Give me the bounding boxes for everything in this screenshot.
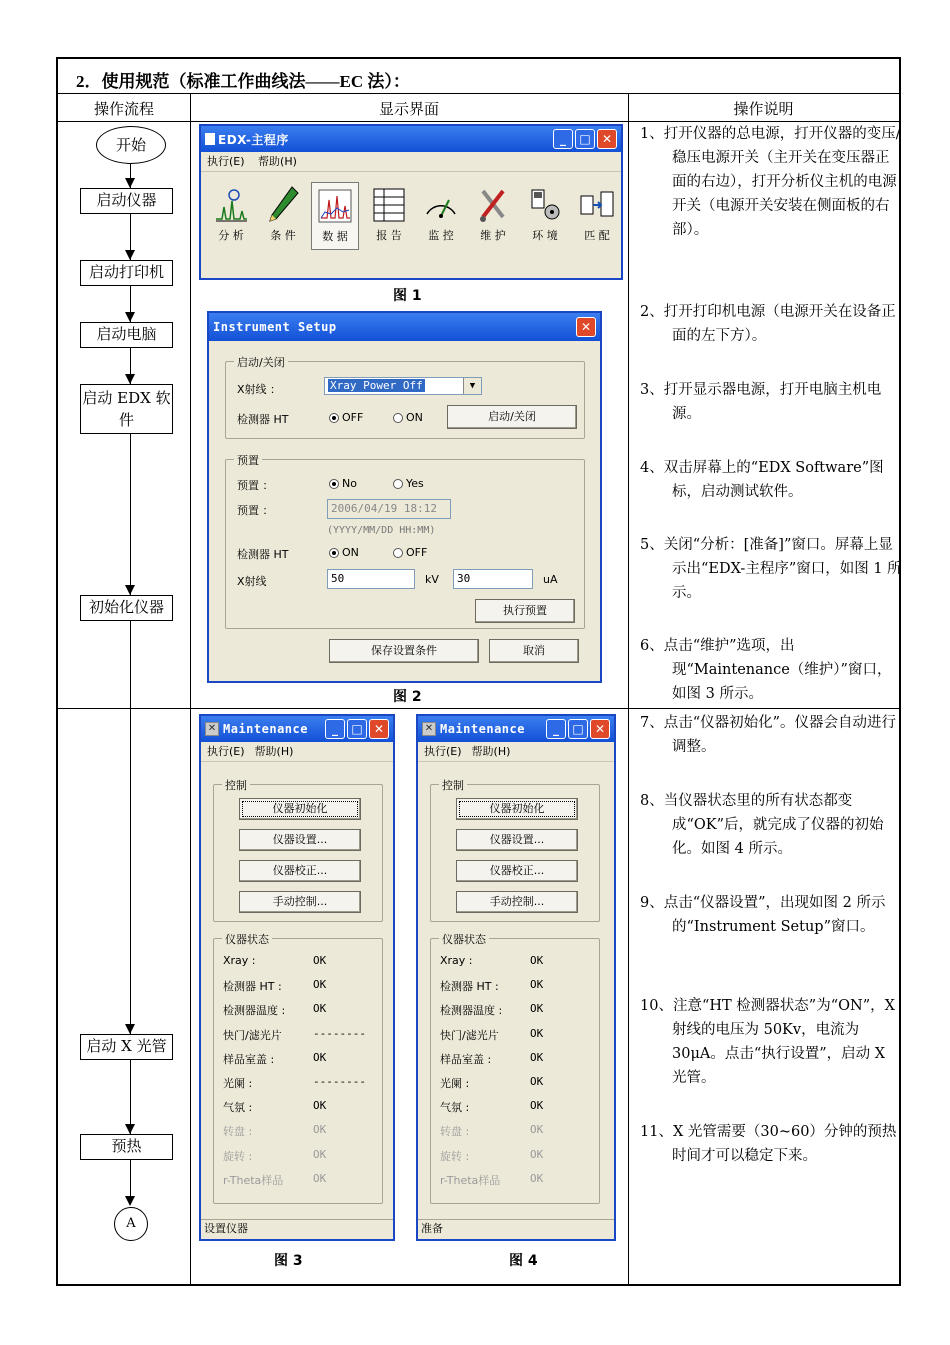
edx-main-window <box>199 124 623 280</box>
edx-main-menubar <box>201 152 621 172</box>
cancel-button[interactable]: 取消 <box>489 639 579 663</box>
preset-no-label: No <box>342 477 357 490</box>
status-label: 检测器温度 : <box>223 1004 286 1018</box>
detector2-on-label: ON <box>342 546 359 559</box>
status-bar: 准备 <box>418 1219 614 1239</box>
instruction-3: 3、打开显示器电源，打开电脑主机电源。 <box>640 382 882 422</box>
toolbar <box>207 182 617 254</box>
save-settings-button[interactable]: 保存设置条件 <box>329 639 479 663</box>
menu-execute[interactable]: 执行(E) <box>424 745 462 758</box>
control-group-title: 控制 <box>439 777 467 793</box>
pencil-icon <box>266 185 300 225</box>
status-value: OK <box>530 1002 544 1016</box>
detector-on-label: ON <box>406 411 423 424</box>
divider <box>58 93 899 94</box>
maximize-button[interactable]: □ <box>575 129 595 149</box>
preset-yes-radio[interactable] <box>393 477 424 490</box>
match-icon <box>579 188 615 222</box>
status-value: OK <box>313 1002 327 1016</box>
divider <box>58 708 899 709</box>
instrument-calibration-button[interactable]: 仪器校正... <box>239 860 361 882</box>
preset-time-input[interactable]: 2006/04/19 18:12 <box>327 499 451 519</box>
control-group-title: 控制 <box>222 777 250 793</box>
detector-off-label: OFF <box>342 411 364 424</box>
instrument-setup-title: Instrument Setup <box>213 320 337 334</box>
manual-control-button[interactable]: 手动控制... <box>239 891 361 913</box>
analysis-icon <box>214 187 248 223</box>
ua-input[interactable]: 30 <box>453 569 533 589</box>
maintenance-window-fig4 <box>416 714 616 1241</box>
detector-ht-label: 检测器 HT <box>237 413 289 426</box>
instruction-6: 6、点击“维护”选项，出现“Maintenance（维护）”窗口，如图 3 所示。 <box>640 638 892 702</box>
environment-icon <box>528 188 562 222</box>
status-value: -------- <box>313 1075 366 1088</box>
instruction-4: 4、双击屏幕上的“EDX Software”图标，启动测试软件。 <box>640 460 884 500</box>
instrument-status-group-title: 仪器状态 <box>439 931 489 947</box>
maximize-button[interactable]: □ <box>568 719 588 739</box>
flow-step-start-printer: 启动打印机 <box>80 260 173 286</box>
preset-yes-label: Yes <box>406 477 424 490</box>
instruction-2: 2、打开打印机电源（电源开关在设备正面的左下方）。 <box>640 304 896 344</box>
menu-help[interactable]: 帮助(H) <box>254 745 294 758</box>
status-label: r-Theta样品 <box>223 1173 284 1187</box>
menu-help[interactable]: 帮助(H) <box>471 745 511 758</box>
status-label: 气氛 : <box>223 1101 253 1115</box>
close-button[interactable]: ✕ <box>369 719 389 739</box>
tool-data-label: 数 据 <box>322 230 348 243</box>
status-value: OK <box>530 1075 544 1088</box>
column-header-description: 操作说明 <box>733 100 794 118</box>
status-value: OK <box>530 1123 544 1137</box>
status-label: 快门/滤光片 <box>223 1028 282 1042</box>
instrument-status-group-title: 仪器状态 <box>222 931 272 947</box>
instrument-setup-window <box>207 311 602 683</box>
tool-match[interactable] <box>573 182 621 250</box>
kv-input[interactable]: 50 <box>327 569 415 589</box>
figure-3-caption: 图 3 <box>274 1253 303 1269</box>
maintenance-menubar-fig4 <box>418 742 614 762</box>
status-label: Xray : <box>223 954 256 967</box>
edx-main-titlebar <box>201 126 621 152</box>
status-label: 气氛 : <box>440 1101 470 1115</box>
status-label: 检测器 HT : <box>223 980 282 994</box>
divider <box>628 93 629 1286</box>
ua-unit: uA <box>543 573 558 586</box>
column-header-display: 显示界面 <box>378 100 439 118</box>
detector2-off-label: OFF <box>406 546 428 559</box>
figure-1-caption: 图 1 <box>393 288 422 304</box>
close-button[interactable]: ✕ <box>597 129 617 149</box>
status-label: 光阑 : <box>223 1077 253 1090</box>
status-label: 旋转 : <box>440 1149 470 1163</box>
tool-report-label: 报 告 <box>376 229 402 242</box>
instrument-calibration-button[interactable]: 仪器校正... <box>456 860 578 882</box>
status-value: OK <box>530 954 544 967</box>
startup-shutdown-button[interactable]: 启动/关闭 <box>447 405 577 429</box>
menu-help[interactable]: 帮助(H) <box>258 155 297 168</box>
minimize-button[interactable]: _ <box>325 719 345 739</box>
tool-conditions[interactable] <box>259 182 307 250</box>
instrument-settings-button[interactable]: 仪器设置... <box>456 829 578 851</box>
flow-step-start-computer: 启动电脑 <box>80 322 173 348</box>
instruction-9: 9、点击“仪器设置”，出现如图 2 所示的“Instrument Setup”窗口。 <box>640 895 886 935</box>
xray2-label: X射线 <box>237 575 267 588</box>
tool-report[interactable] <box>365 182 413 250</box>
instruction-1: 1、打开仪器的总电源，打开仪器的变压/稳压电源开关（主开关在变压器正面的右边），打开分析仪主机的电源开关（电源开关安装在侧面板的右部）。 <box>640 126 901 238</box>
tool-maintenance[interactable] <box>469 182 517 250</box>
detector-on-radio[interactable] <box>393 411 423 424</box>
xray-label: X射线 ： <box>237 383 282 396</box>
column-header-flow: 操作流程 <box>93 100 154 118</box>
preset-label: 预置 ： <box>237 479 274 492</box>
tools-icon: ✕ <box>205 722 219 736</box>
status-bar: 设置仪器 <box>201 1219 393 1239</box>
flow-step-start-xray-tube: 启动 X 光管 <box>80 1034 173 1060</box>
instruction-8: 8、当仪器状态里的所有状态都变成“OK”后，就完成了仪器的初始化。如图 4 所示。 <box>640 793 884 857</box>
flow-connector-a: A <box>114 1207 148 1241</box>
tool-monitor[interactable] <box>417 182 465 250</box>
flow-step-start-edx-software: 启动 EDX 软件 <box>80 384 173 434</box>
preset-time-label: 预置 ： <box>237 504 274 517</box>
maintenance-tools-icon <box>477 187 509 223</box>
minimize-button[interactable]: _ <box>546 719 566 739</box>
status-label: 旋转 : <box>223 1149 253 1163</box>
status-value: OK <box>313 1123 327 1137</box>
status-value: OK <box>313 954 327 967</box>
status-label: 快门/滤光片 <box>440 1028 499 1042</box>
maintenance-titlebar-fig3 <box>201 716 393 742</box>
tool-analysis-label: 分 析 <box>218 229 244 242</box>
xray-select-value: Xray Power Off <box>330 379 423 392</box>
status-label: 检测器温度 : <box>440 1004 503 1018</box>
flow-step-init-instrument: 初始化仪器 <box>80 595 173 621</box>
figure-2-caption: 图 2 <box>393 689 422 705</box>
close-button[interactable]: ✕ <box>590 719 610 739</box>
instrument-setup-titlebar <box>209 313 600 341</box>
status-value: OK <box>313 1171 327 1185</box>
maximize-button[interactable]: □ <box>347 719 367 739</box>
status-label: 检测器 HT : <box>440 980 499 994</box>
maintenance-window-fig3 <box>199 714 395 1241</box>
status-value: OK <box>530 1050 544 1064</box>
execute-preset-button[interactable]: 执行预置 <box>475 599 575 623</box>
divider <box>190 93 191 1286</box>
tools-icon: ✕ <box>422 722 436 736</box>
startup-shutdown-group-title: 启动/关闭 <box>234 354 288 370</box>
menu-execute[interactable]: 执行(E) <box>207 155 245 168</box>
status-value: OK <box>530 978 544 992</box>
flow-step-start-instrument: 启动仪器 <box>80 188 173 214</box>
instruction-5: 5、关闭“分析：[准备]”窗口。屏幕上显示出“EDX-主程序”窗口，如图 1 所示。 <box>640 537 902 601</box>
kv-unit: kV <box>425 573 439 586</box>
status-value: OK <box>313 1147 327 1161</box>
tool-analysis[interactable] <box>207 182 255 250</box>
tool-conditions-label: 条 件 <box>270 229 296 242</box>
manual-control-button[interactable]: 手动控制... <box>456 891 578 913</box>
chevron-down-icon[interactable]: ▼ <box>463 378 481 394</box>
initialize-instrument-button[interactable]: 仪器初始化 <box>456 798 578 820</box>
maintenance-title-fig4: Maintenance <box>440 722 525 736</box>
status-value: OK <box>313 1050 327 1064</box>
flow-step-preheat: 预热 <box>80 1134 173 1160</box>
status-value: OK <box>530 1147 544 1161</box>
tool-monitor-label: 监 控 <box>428 229 454 242</box>
monitor-icon <box>423 188 459 222</box>
status-value: OK <box>313 978 327 992</box>
detector2-on-radio[interactable] <box>329 546 359 559</box>
instruction-10: 10、注意“HT 检测器状态”为“ON”，X 射线的电压为 50Kv，电流为 30μA。点击“执行设置”，启动 X 光管。 <box>640 998 895 1086</box>
close-button[interactable]: ✕ <box>576 317 596 337</box>
status-value: OK <box>313 1099 327 1113</box>
status-label: r-Theta样品 <box>440 1173 501 1187</box>
edx-main-title: EDX-主程序 <box>218 132 289 147</box>
tool-environment-label: 环 境 <box>532 229 558 242</box>
preset-no-radio[interactable] <box>329 477 357 490</box>
app-icon <box>205 133 215 145</box>
maintenance-titlebar-fig4 <box>418 716 614 742</box>
section-heading: 2．使用规范（标准工作曲线法——EC 法）： <box>76 72 410 91</box>
flow-start: 开始 <box>96 126 166 164</box>
status-value: OK <box>530 1099 544 1113</box>
maintenance-menubar-fig3 <box>201 742 393 762</box>
figure-4-caption: 图 4 <box>509 1253 538 1269</box>
initialize-instrument-button[interactable]: 仪器初始化 <box>239 798 361 820</box>
preset-group-title: 预置 <box>234 452 262 468</box>
tool-environment[interactable] <box>521 182 569 250</box>
status-value: OK <box>530 1171 544 1185</box>
minimize-button[interactable]: _ <box>553 129 573 149</box>
instrument-settings-button[interactable]: 仪器设置... <box>239 829 361 851</box>
detector-off-radio[interactable] <box>329 411 363 424</box>
status-label: 转盘 : <box>223 1125 253 1139</box>
detector2-ht-label: 检测器 HT <box>237 548 289 561</box>
status-label: 转盘 : <box>440 1125 470 1139</box>
status-label: 样品室盖 : <box>440 1052 492 1066</box>
report-icon <box>372 187 406 223</box>
status-value: -------- <box>313 1026 366 1040</box>
status-label: 光阑 : <box>440 1077 470 1090</box>
instruction-7: 7、点击“仪器初始化”。仪器会自动进行调整。 <box>640 715 897 755</box>
xray-select[interactable] <box>324 377 482 395</box>
tool-match-label: 匹 配 <box>584 229 610 242</box>
maintenance-title-fig3: Maintenance <box>223 722 308 736</box>
data-chart-icon <box>317 188 353 224</box>
tool-maintenance-label: 维 护 <box>480 229 506 242</box>
status-label: 样品室盖 : <box>223 1052 275 1066</box>
status-value: OK <box>530 1026 544 1040</box>
tool-data[interactable] <box>311 182 359 250</box>
instruction-11: 11、X 光管需要（30~60）分钟的预热时间才可以稳定下来。 <box>640 1124 897 1164</box>
preset-time-format: (YYYY/MM/DD HH:MM) <box>327 525 436 536</box>
menu-execute[interactable]: 执行(E) <box>207 745 245 758</box>
detector2-off-radio[interactable] <box>393 546 427 559</box>
status-label: Xray : <box>440 954 473 967</box>
